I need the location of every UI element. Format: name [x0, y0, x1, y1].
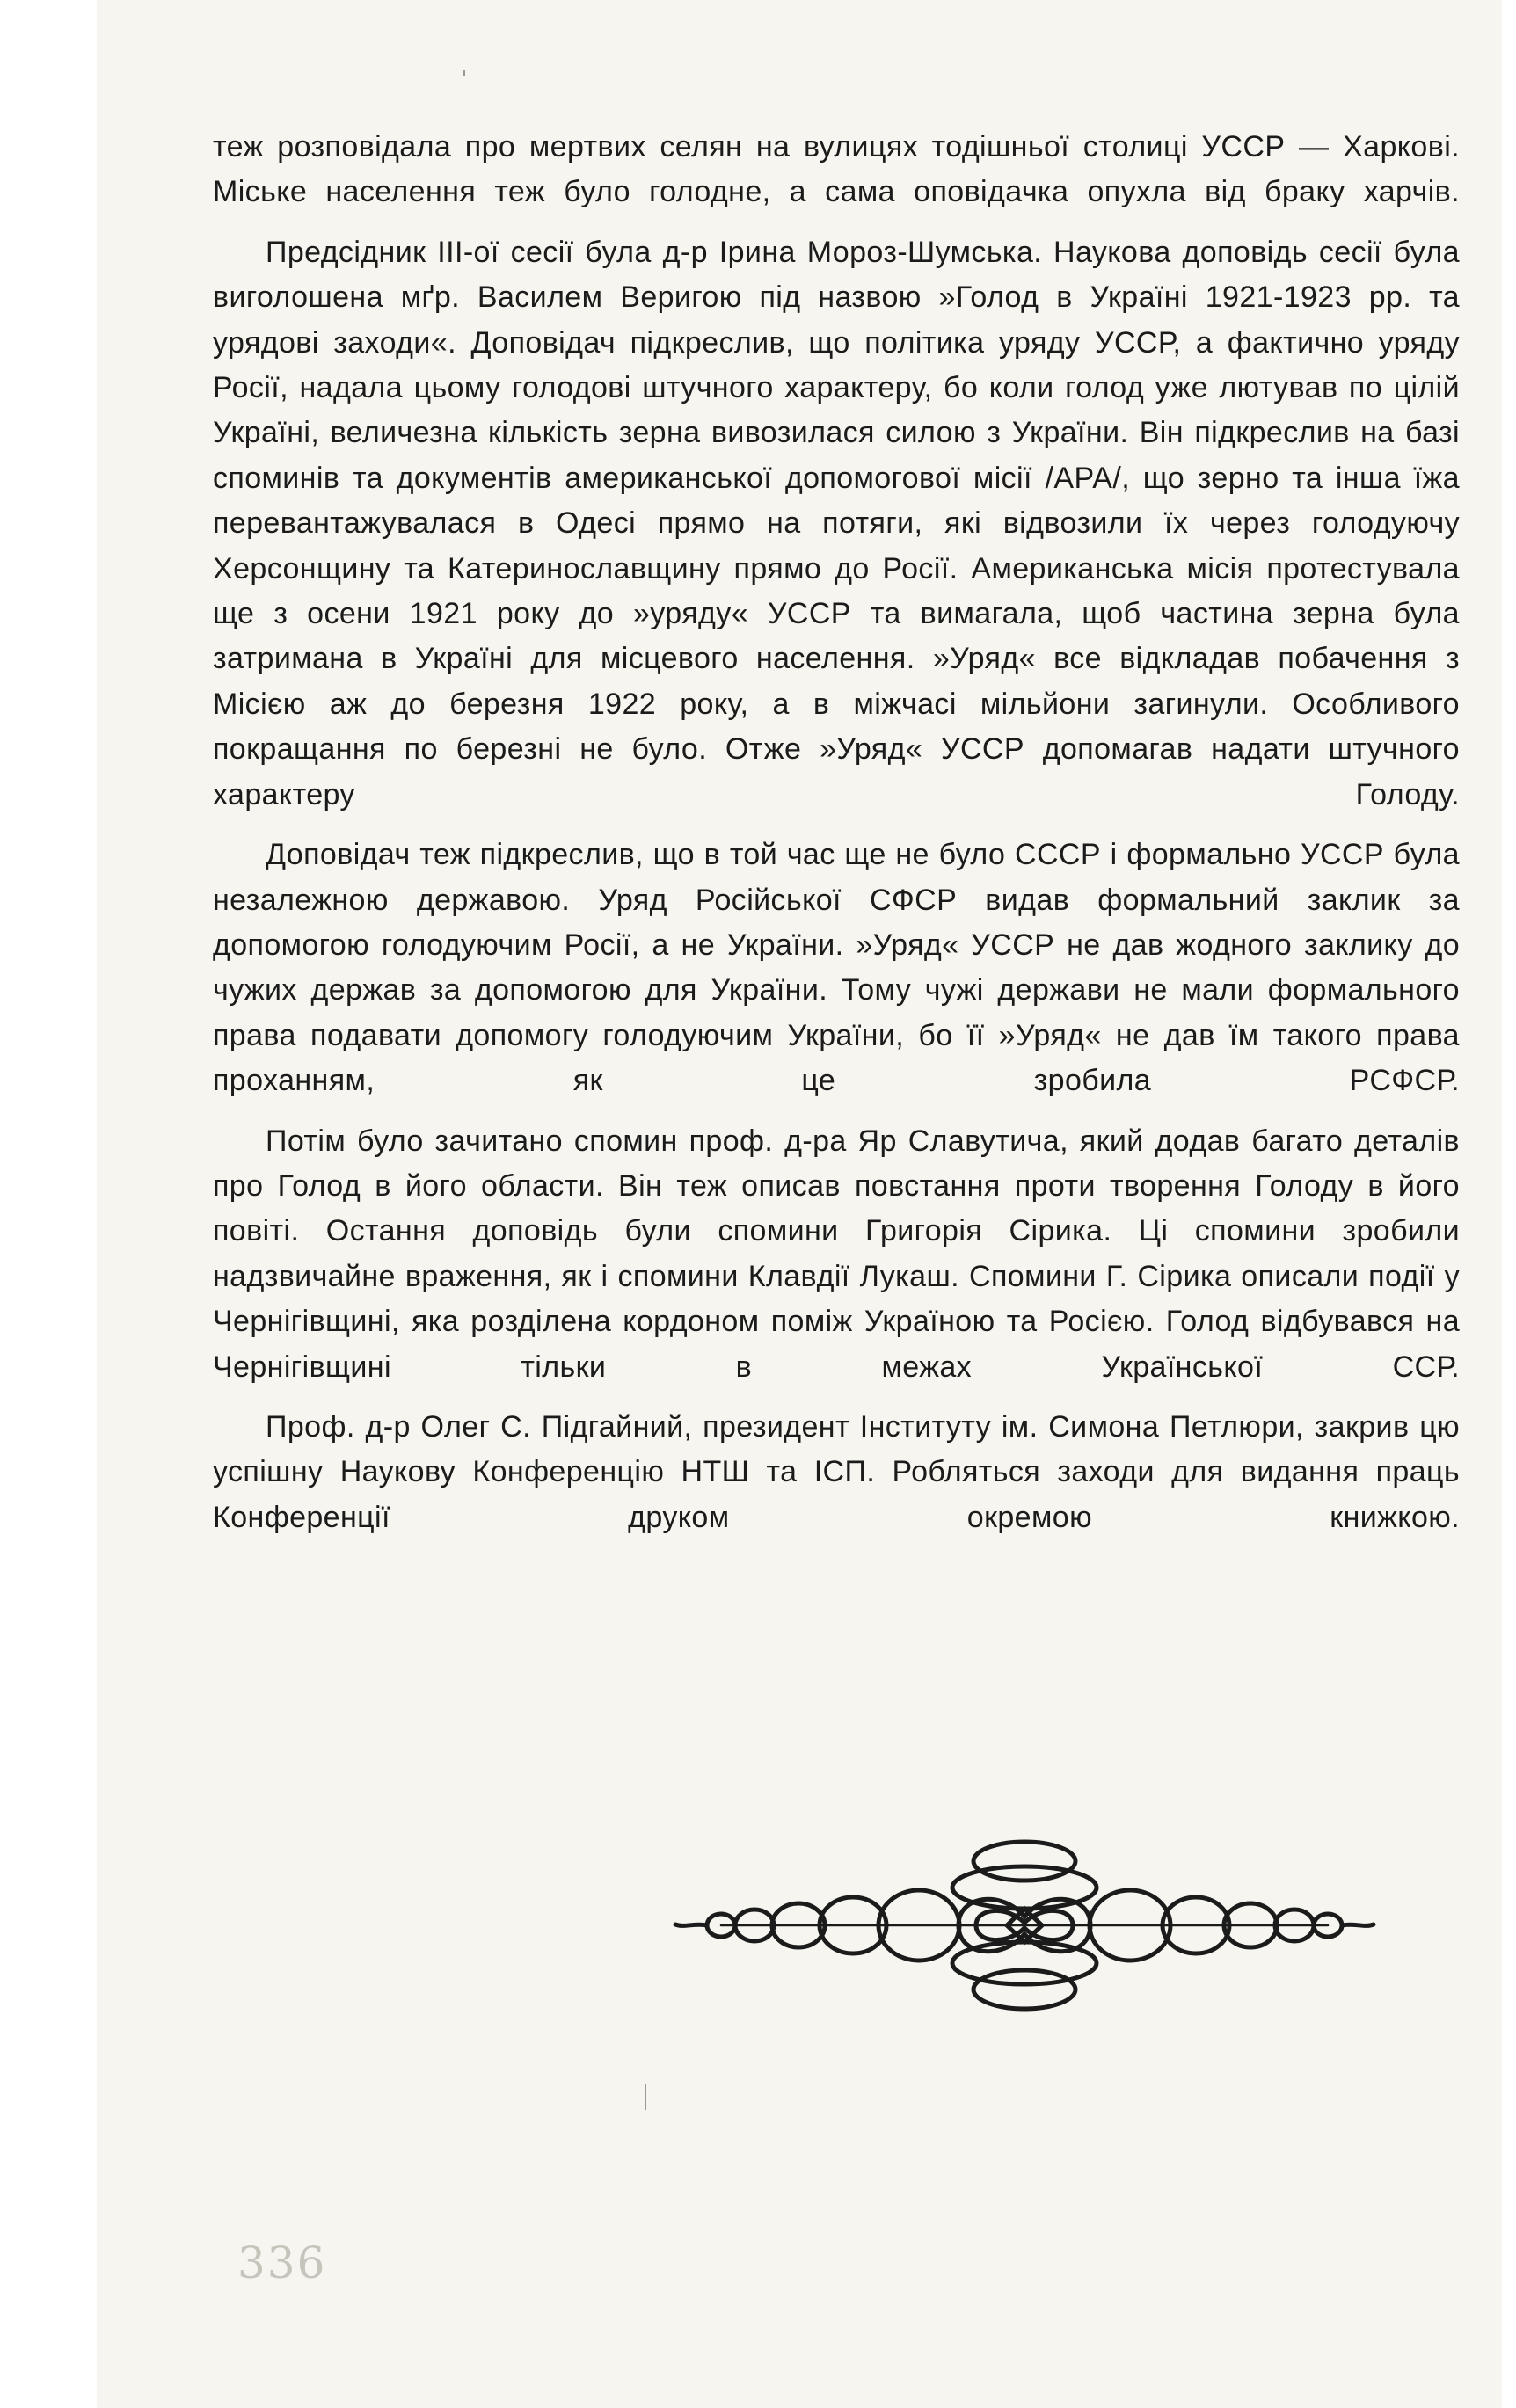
- body-text: [213, 125, 1460, 1540]
- paper-speck: [645, 2084, 646, 2110]
- flourish-ornament-icon: [668, 1824, 1381, 2026]
- paper-speck: [463, 70, 465, 76]
- paragraph: теж розповідала про мертвих селян на вулицях тодішньої столиці УССР — Харкові. Міське населення теж було голодне, а сама оповідачка опухла від браку харчів.: [213, 130, 1460, 209]
- paragraph: Предсідник ІІІ-ої сесії була д-р Ірина Мороз-Шумська. Наукова доповідь сесії була виголошена мґр. Василем Веригою під назвою »Голод в Україні 1921-1923 рр. та урядові заходи«. Доповідач підкреслив, що політика уряду УССР, а фактично уряду Росії, надала цьому голодові штучного характеру, бо коли голод уже лютував по цілій Україні, величезна кількість зерна вивозилася силою з України. Він підкреслив на базі споминів та документів американської допомогової місії /АРА/, що зерно та інша їжа перевантажувалася в Одесі прямо на потяги, які відвозили їх через голодуючу Херсонщину та Катеринославщину прямо до Росії. Американська місія протестувала ще з осени 1921 року до »уряду« УССР та вимагала, щоб частина зерна була затримана в Україні для місцевого населення. »Уряд« все відкладав побачення з Місією аж до березня 1922 року, а в міжчасі мільйони загинули. Особливого покращання по березні не було. Отже »Уряд« УССР допомагав надати штучного характеру Голоду.: [213, 235, 1460, 811]
- paragraph: Потім було зачитано спомин проф. д-ра Яр Славутича, який додав багато деталів про Голод в його области. Він теж описав повстання проти творення Голоду в його повіті. Остання доповідь були спомини Григорія Сірика. Ці спомини зробили надзвичайне враження, як і спомини Клавдії Лукаш. Спомини Г. Сірика описали події у Чернігівщині, яка розділена кордоном поміж Україною та Росією. Голод відбувався на Чернігівщині тільки в межах Української ССР.: [213, 1124, 1460, 1384]
- paragraph: Доповідач теж підкреслив, що в той час ще не було СССР і формально УССР була незалежною державою. Уряд Російської СФСР видав формальний заклик за допомогою голодуючим Росії, а не України. »Уряд« УССР не дав жодного заклику до чужих держав за допомогою для України. Тому чужі держави не мали формального права подавати допомогу голодуючим України, бо її »Уряд« не дав їм такого права проханням, як це зробила РСФСР.: [213, 838, 1460, 1098]
- paragraph: Проф. д-р Олег С. Підгайний, президент Інституту ім. Симона Петлюри, закрив цю успішну Наукову Конференцію НТШ та ІСП. Робляться заходи для видання праць Конференції друком окремою книжкою.: [213, 1409, 1460, 1534]
- page-number: 336: [237, 2237, 327, 2288]
